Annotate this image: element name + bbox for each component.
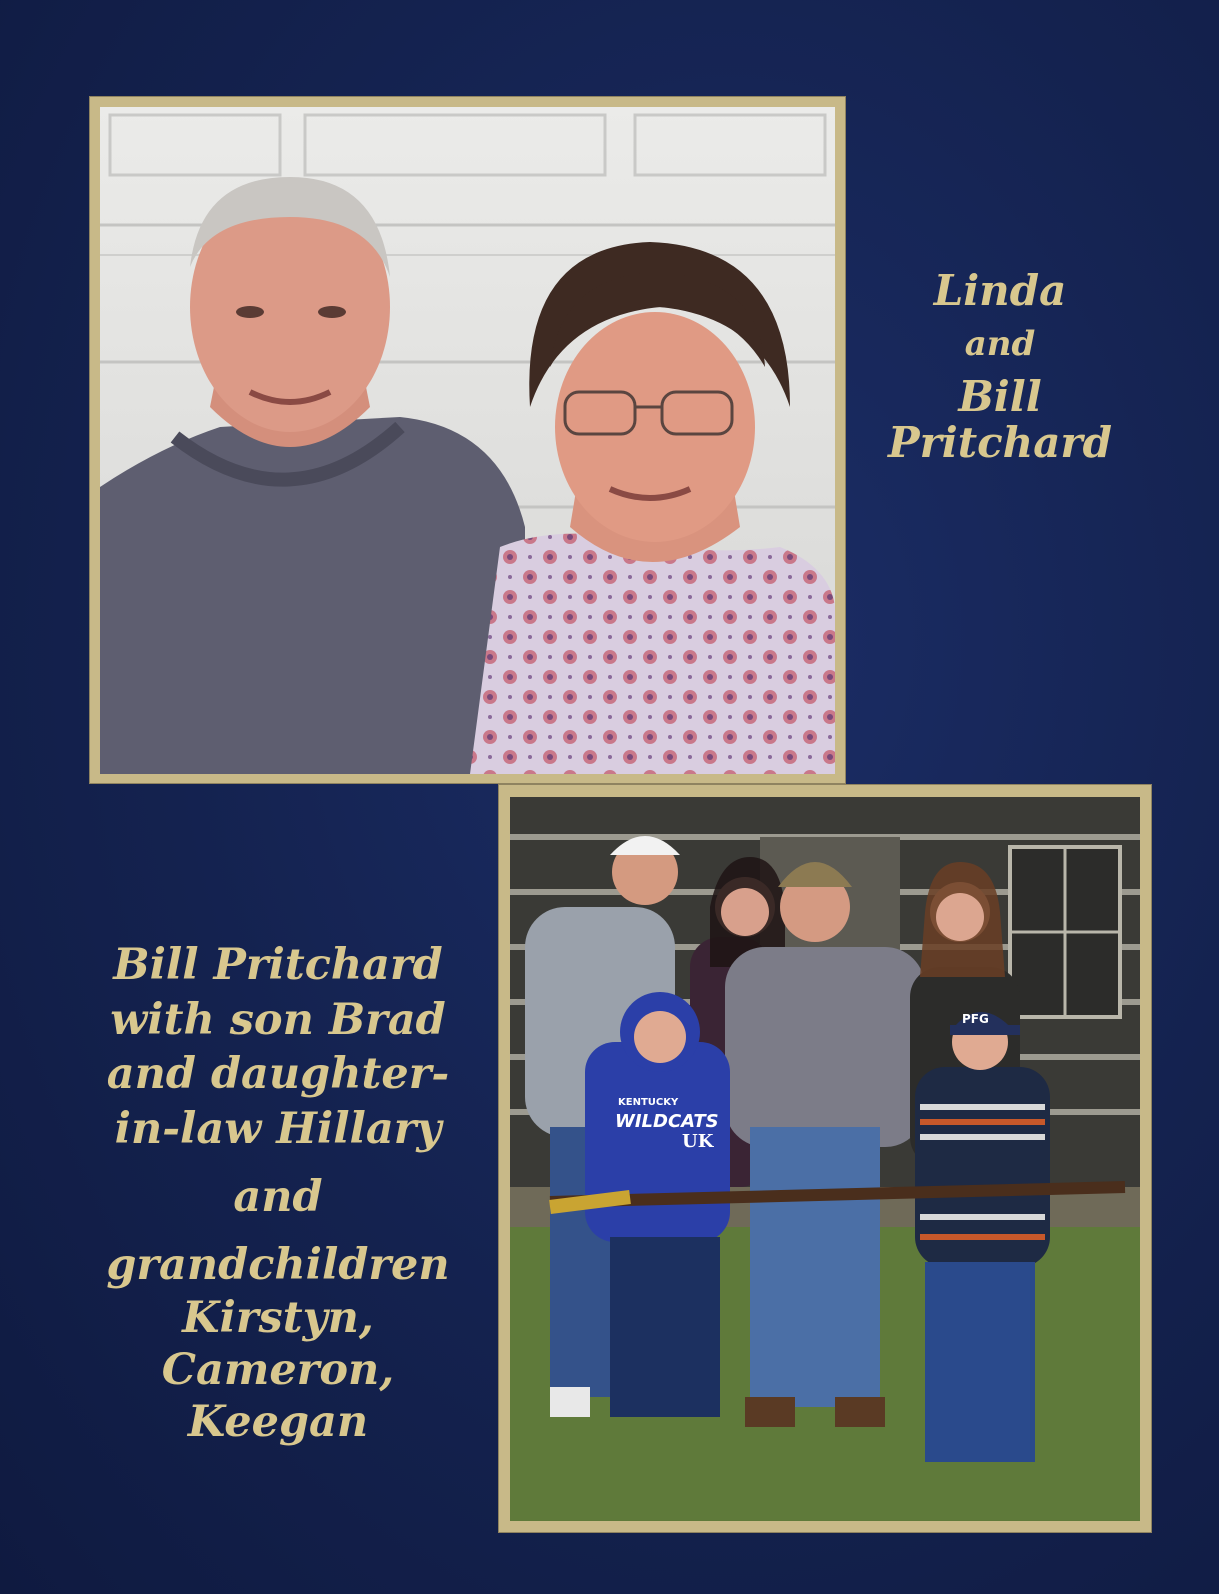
caption-line-pritchard: Pritchard [888,417,1112,467]
uk-logo-text: UK [682,1131,714,1152]
caption-line-daughter: and daughter- [106,1049,450,1100]
couple-caption [860,268,1140,466]
kentucky-text: KENTUCKY [618,1097,679,1108]
caption-line-linda: Linda [933,266,1067,315]
wildcats-text: WILDCATS [615,1111,719,1132]
caption-line-son-brad: with son Brad [110,994,446,1045]
caption-line-grandchildren: grandchildren [106,1240,450,1291]
caption-line-in-law-hillary: in-law Hillary [114,1103,442,1154]
couple-photo [100,107,835,774]
caption-line-and-2: and [233,1172,323,1223]
couple-photo-illustration [100,107,835,774]
pfg-cap-text: PFG [962,1012,989,1026]
caption-line-cameron: Cameron, [161,1344,395,1395]
caption-line-bill: Bill [958,371,1042,421]
caption-line-bill-pritchard: Bill Pritchard [113,940,443,990]
family-caption [88,938,468,1449]
family-photo [510,797,1140,1521]
caption-line-keegan: Keegan [187,1397,369,1448]
family-photo-illustration [510,797,1140,1521]
caption-line-and: and [964,324,1036,365]
caption-line-kirstyn: Kirstyn, [182,1292,374,1343]
